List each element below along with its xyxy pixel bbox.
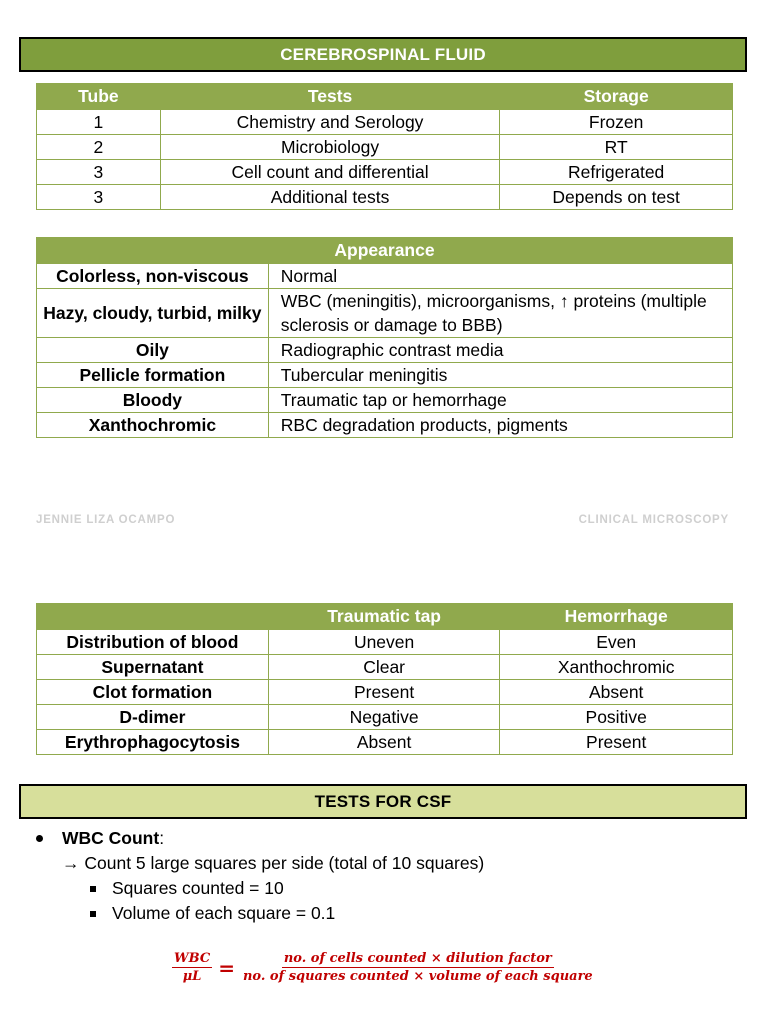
page-title: CEREBROSPINAL FLUID <box>280 44 486 64</box>
table-row <box>37 264 733 289</box>
comparison-feature: D-dimer <box>37 705 269 730</box>
tube-tests: Microbiology <box>160 135 499 160</box>
list-item <box>36 851 484 876</box>
tube-storage: RT <box>500 135 733 160</box>
wbc-count-label: WBC Count <box>62 828 160 848</box>
traumatic-tap-value: Absent <box>268 730 500 755</box>
tube-number: 1 <box>37 110 161 135</box>
traumatic-tap-value: Negative <box>268 705 500 730</box>
appearance-meaning: Radiographic contrast media <box>268 338 732 363</box>
appearance-meaning: Normal <box>268 264 732 289</box>
bullet-square-icon <box>90 886 96 892</box>
list-item <box>36 876 484 901</box>
table-row <box>37 730 733 755</box>
header-blank <box>37 604 269 630</box>
tap-vs-hemorrhage-table <box>36 603 733 755</box>
traumatic-tap-value: Clear <box>268 655 500 680</box>
table-row <box>37 135 733 160</box>
comparison-feature: Clot formation <box>37 680 269 705</box>
hemorrhage-value: Even <box>500 630 733 655</box>
tube-number: 3 <box>37 160 161 185</box>
table-row <box>37 110 733 135</box>
tube-table <box>36 83 733 210</box>
appearance-term: Hazy, cloudy, turbid, milky <box>37 289 269 338</box>
appearance-term: Oily <box>37 338 269 363</box>
table-row <box>37 630 733 655</box>
list-item <box>36 826 484 851</box>
appearance-table-header <box>37 238 733 264</box>
wbc-step-text: → Count 5 large squares per side (total of 10 squares) <box>62 853 485 873</box>
bullet-square-icon <box>90 911 96 917</box>
appearance-term: Pellicle formation <box>37 363 269 388</box>
tube-table-header <box>37 84 733 110</box>
tube-tests: Additional tests <box>160 185 499 210</box>
tube-storage: Frozen <box>500 110 733 135</box>
appearance-meaning: Tubercular meningitis <box>268 363 732 388</box>
formula-rhs-numerator: no. of cells counted × dilution factor <box>283 951 552 966</box>
table-row <box>37 289 733 338</box>
tube-storage: Refrigerated <box>500 160 733 185</box>
header-hemorrhage: Hemorrhage <box>500 604 733 630</box>
hemorrhage-value: Absent <box>500 680 733 705</box>
formula-rhs <box>241 950 595 985</box>
appearance-meaning: RBC degradation products, pigments <box>268 413 732 438</box>
table-row <box>37 705 733 730</box>
list-item <box>36 901 484 926</box>
table-row <box>37 413 733 438</box>
tube-number: 2 <box>37 135 161 160</box>
header-appearance: Appearance <box>37 238 733 264</box>
comparison-feature: Erythrophagocytosis <box>37 730 269 755</box>
table-row <box>37 185 733 210</box>
squares-counted-text: Squares counted = 10 <box>112 878 284 898</box>
table-row <box>37 680 733 705</box>
tube-tests: Cell count and differential <box>160 160 499 185</box>
table-row <box>37 160 733 185</box>
header-traumatic-tap: Traumatic tap <box>268 604 500 630</box>
header-storage: Storage <box>500 84 733 110</box>
formula-lhs-numerator: WBC <box>174 951 211 966</box>
tube-tests: Chemistry and Serology <box>160 110 499 135</box>
table-row <box>37 655 733 680</box>
wbc-count-colon: : <box>159 828 165 848</box>
traumatic-tap-value: Present <box>268 680 500 705</box>
comparison-feature: Supernatant <box>37 655 269 680</box>
wbc-count-section <box>36 826 484 926</box>
formula-lhs <box>172 950 212 985</box>
appearance-table <box>36 237 733 438</box>
author-footer: JENNIE LIZA OCAMPO <box>36 514 176 526</box>
wbc-formula <box>172 950 595 985</box>
csf-title-banner <box>19 37 747 72</box>
subject-footer: CLINICAL MICROSCOPY <box>578 514 729 526</box>
tests-for-csf-banner <box>19 784 747 819</box>
header-tube: Tube <box>37 84 161 110</box>
section-title: TESTS FOR CSF <box>314 791 452 811</box>
appearance-term: Colorless, non-viscous <box>37 264 269 289</box>
formula-lhs-denominator: μL <box>182 969 202 984</box>
bullet-dot-icon <box>36 835 43 842</box>
formula-rhs-denominator: no. of squares counted × volume of each square <box>242 969 593 984</box>
appearance-meaning: WBC (meningitis), microorganisms, ↑ proteins (multiple sclerosis or damage to BBB) <box>268 289 732 338</box>
appearance-term: Bloody <box>37 388 269 413</box>
tube-storage: Depends on test <box>500 185 733 210</box>
hemorrhage-value: Present <box>500 730 733 755</box>
comparison-feature: Distribution of blood <box>37 630 269 655</box>
formula-equals: = <box>218 955 235 980</box>
table-row <box>37 388 733 413</box>
hemorrhage-value: Xanthochromic <box>500 655 733 680</box>
appearance-meaning: Traumatic tap or hemorrhage <box>268 388 732 413</box>
comparison-table-header <box>37 604 733 630</box>
table-row <box>37 338 733 363</box>
traumatic-tap-value: Uneven <box>268 630 500 655</box>
appearance-term: Xanthochromic <box>37 413 269 438</box>
square-volume-text: Volume of each square = 0.1 <box>112 903 336 923</box>
hemorrhage-value: Positive <box>500 705 733 730</box>
table-row <box>37 363 733 388</box>
header-tests: Tests <box>160 84 499 110</box>
tube-number: 3 <box>37 185 161 210</box>
